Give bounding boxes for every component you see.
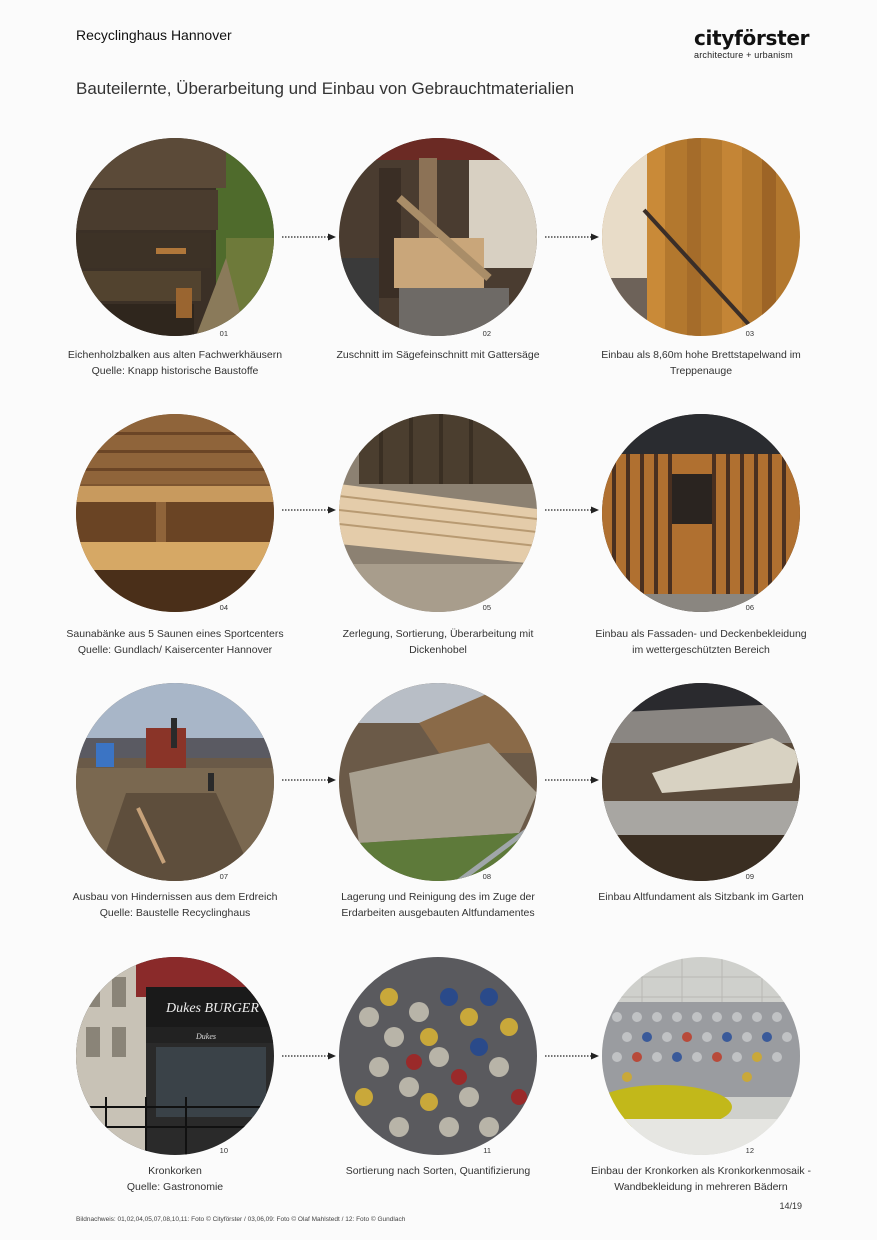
caption-03-line-2: Treppenauge bbox=[669, 365, 733, 377]
photo-05-sorted-planks bbox=[339, 414, 537, 612]
caption-07-line-1: Ausbau von Hindernissen aus dem Erdreich bbox=[72, 891, 278, 903]
cityforster-logo bbox=[694, 27, 814, 60]
caption-08-line-1: Lagerung und Reinigung des im Zuge der bbox=[341, 891, 535, 903]
arrow-10-11 bbox=[282, 1051, 336, 1061]
caption-08-line-2: Erdarbeiten ausgebauten Altfundamentes bbox=[341, 907, 535, 919]
photo-12-number: 12 bbox=[745, 1146, 754, 1155]
photo-01-oak-beams bbox=[76, 138, 274, 336]
arrow-01-02 bbox=[282, 232, 336, 242]
caption-06-line-2: im wettergeschützten Bereich bbox=[632, 644, 770, 656]
caption-09 bbox=[576, 889, 826, 905]
caption-12-line-1: Einbau der Kronkorken als Kronkorkenmosaik - bbox=[590, 1165, 812, 1177]
arrow-11-12 bbox=[545, 1051, 599, 1061]
photo-02-saw-cutting bbox=[339, 138, 537, 336]
caption-05 bbox=[313, 626, 563, 658]
caption-11 bbox=[313, 1163, 563, 1179]
caption-01-line-1: Eichenholzbalken aus alten Fachwerkhäusern bbox=[67, 349, 283, 361]
caption-01 bbox=[50, 347, 300, 379]
shop-name-sign: Dukes bbox=[196, 1032, 216, 1041]
photo-11-number: 11 bbox=[483, 1146, 491, 1155]
project-title: Recyclinghaus Hannover bbox=[76, 27, 232, 43]
photo-02-number: 02 bbox=[482, 329, 491, 338]
photo-04-sauna-benches bbox=[76, 414, 274, 612]
photo-09-number: 09 bbox=[745, 872, 754, 881]
caption-09-line-1: Einbau Altfundament als Sitzbank im Garten bbox=[598, 891, 804, 903]
caption-05-line-1: Zerlegung, Sortierung, Überarbeitung mit bbox=[342, 628, 534, 640]
photo-06-facade-cladding bbox=[602, 414, 800, 612]
page-number: 14/19 bbox=[779, 1201, 802, 1211]
caption-11-line-1: Sortierung nach Sorten, Quantifizierung bbox=[345, 1165, 531, 1177]
arrow-04-05 bbox=[282, 505, 336, 515]
caption-01-line-2: Quelle: Knapp historische Baustoffe bbox=[91, 365, 259, 377]
arrow-02-03 bbox=[545, 232, 599, 242]
photo-09-foundation-bench bbox=[602, 683, 800, 881]
photo-12-cap-mosaic bbox=[602, 957, 800, 1155]
caption-05-line-2: Dickenhobel bbox=[409, 644, 467, 656]
photo-08-number: 08 bbox=[482, 872, 491, 881]
photo-10-burger-restaurant bbox=[76, 957, 274, 1155]
photo-credits: Bildnachweis: 01,02,04,05,07,08,10,11: Foto © Cityförster / 03,06,09: Foto © Olaf Mahlstedt / 12: Foto © Gundlach bbox=[76, 1216, 406, 1223]
photo-04-number: 04 bbox=[219, 603, 228, 612]
photo-01-number: 01 bbox=[219, 329, 228, 338]
caption-06 bbox=[576, 626, 826, 658]
photo-11-bottle-caps-bags bbox=[339, 957, 537, 1155]
photo-07-excavation bbox=[76, 683, 274, 881]
caption-07-line-2: Quelle: Baustelle Recyclinghaus bbox=[99, 907, 251, 919]
arrow-08-09 bbox=[545, 775, 599, 785]
caption-04 bbox=[50, 626, 300, 658]
photo-05-number: 05 bbox=[482, 603, 491, 612]
photo-03-number: 03 bbox=[745, 329, 754, 338]
caption-07 bbox=[50, 889, 300, 921]
logo-word: cityförster bbox=[694, 26, 810, 50]
caption-03-line-1: Einbau als 8,60m hohe Brettstapelwand im bbox=[601, 349, 801, 361]
caption-02-line-1: Zuschnitt im Sägefeinschnitt mit Gattersäge bbox=[336, 349, 540, 361]
caption-03 bbox=[576, 347, 826, 379]
photo-06-number: 06 bbox=[745, 603, 754, 612]
arrow-07-08 bbox=[282, 775, 336, 785]
arrow-05-06 bbox=[545, 505, 599, 515]
photo-10-number: 10 bbox=[219, 1146, 228, 1155]
caption-04-line-2: Quelle: Gundlach/ Kaisercenter Hannover bbox=[77, 644, 273, 656]
caption-06-line-1: Einbau als Fassaden- und Deckenbekleidung bbox=[595, 628, 807, 640]
caption-10-line-1: Kronkorken bbox=[148, 1165, 202, 1177]
caption-10-line-2: Quelle: Gastronomie bbox=[126, 1181, 224, 1193]
photo-03-plank-wall bbox=[602, 138, 800, 336]
photo-08-old-foundation bbox=[339, 683, 537, 881]
caption-02 bbox=[313, 347, 563, 363]
caption-10 bbox=[50, 1163, 300, 1195]
page-heading: Bauteilernte, Überarbeitung und Einbau von Gebrauchtmaterialien bbox=[76, 79, 575, 98]
caption-08 bbox=[313, 889, 563, 921]
caption-04-line-1: Saunabänke aus 5 Saunen eines Sportcenters bbox=[66, 628, 284, 640]
caption-12 bbox=[576, 1163, 826, 1195]
burger-sign: Dukes BURGER bbox=[166, 1001, 259, 1016]
logo-tagline: architecture + urbanism bbox=[694, 50, 793, 60]
photo-07-number: 07 bbox=[219, 872, 228, 881]
caption-12-line-2: Wandbekleidung in mehreren Bädern bbox=[614, 1181, 788, 1193]
